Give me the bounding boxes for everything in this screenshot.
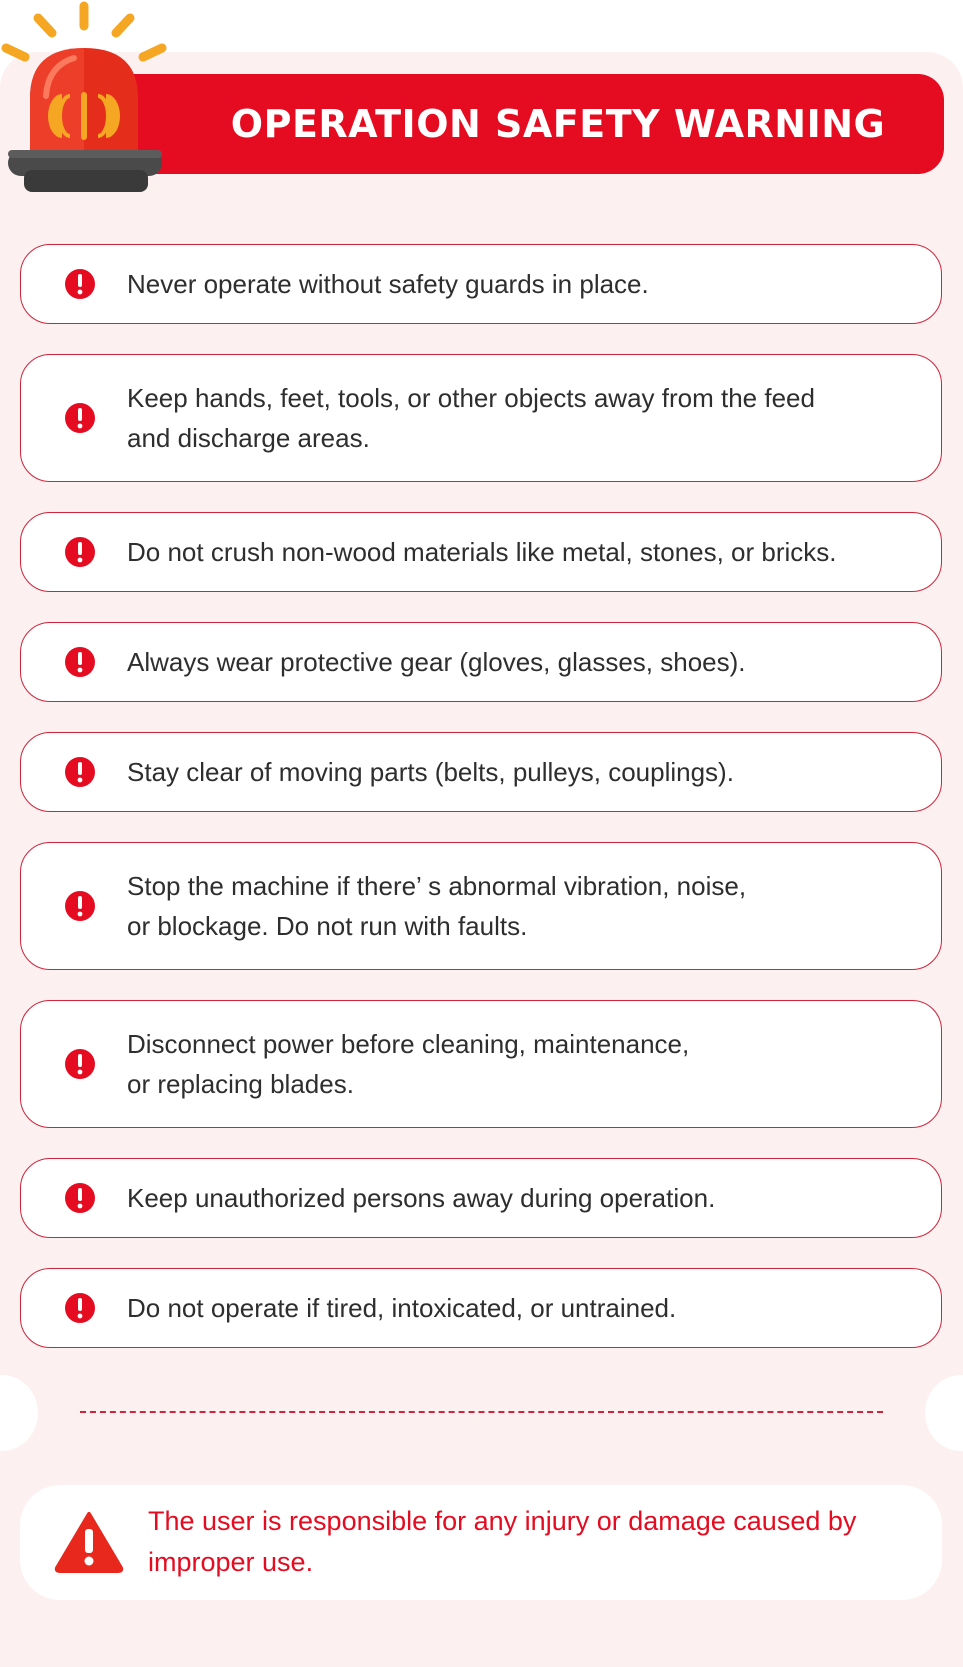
warning-text: Always wear protective gear (gloves, glasses, shoes). bbox=[127, 647, 746, 677]
list-item bbox=[20, 1000, 942, 1128]
warning-text: Never operate without safety guards in place. bbox=[127, 269, 649, 299]
list-item bbox=[20, 622, 942, 702]
exclamation-circle-icon bbox=[64, 1182, 96, 1214]
list-item bbox=[20, 732, 942, 812]
list-item bbox=[20, 1158, 942, 1238]
disclaimer-box bbox=[20, 1485, 942, 1600]
list-item bbox=[20, 512, 942, 592]
warning-text: Keep unauthorized persons away during operation. bbox=[127, 1183, 716, 1213]
warning-text: Do not crush non-wood materials like metal, stones, or bricks. bbox=[127, 537, 837, 567]
siren-icon bbox=[0, 0, 175, 195]
warning-text: Keep hands, feet, tools, or other objects away from the feed and discharge areas. bbox=[127, 383, 815, 453]
exclamation-circle-icon bbox=[64, 268, 96, 300]
dashed-divider bbox=[80, 1411, 883, 1413]
disclaimer-text: The user is responsible for any injury or damage caused by improper use. bbox=[148, 1506, 857, 1577]
exclamation-circle-icon bbox=[64, 1292, 96, 1324]
list-item bbox=[20, 1268, 942, 1348]
page-title: OPERATION SAFETY WARNING bbox=[230, 102, 886, 146]
list-item bbox=[20, 842, 942, 970]
exclamation-circle-icon bbox=[64, 646, 96, 678]
list-item bbox=[20, 354, 942, 482]
exclamation-circle-icon bbox=[64, 756, 96, 788]
warning-text: Stop the machine if there’ s abnormal vibration, noise, or blockage. Do not run with faults. bbox=[127, 871, 747, 941]
warning-text: Do not operate if tired, intoxicated, or untrained. bbox=[127, 1293, 677, 1323]
header-banner bbox=[122, 74, 944, 174]
exclamation-circle-icon bbox=[64, 1048, 96, 1080]
exclamation-circle-icon bbox=[64, 890, 96, 922]
warning-triangle-icon bbox=[54, 1511, 124, 1573]
list-item bbox=[20, 244, 942, 324]
warning-text: Disconnect power before cleaning, maintenance, or replacing blades. bbox=[127, 1029, 690, 1099]
exclamation-circle-icon bbox=[64, 402, 96, 434]
warning-text: Stay clear of moving parts (belts, pulleys, couplings). bbox=[127, 757, 734, 787]
exclamation-circle-icon bbox=[64, 536, 96, 568]
